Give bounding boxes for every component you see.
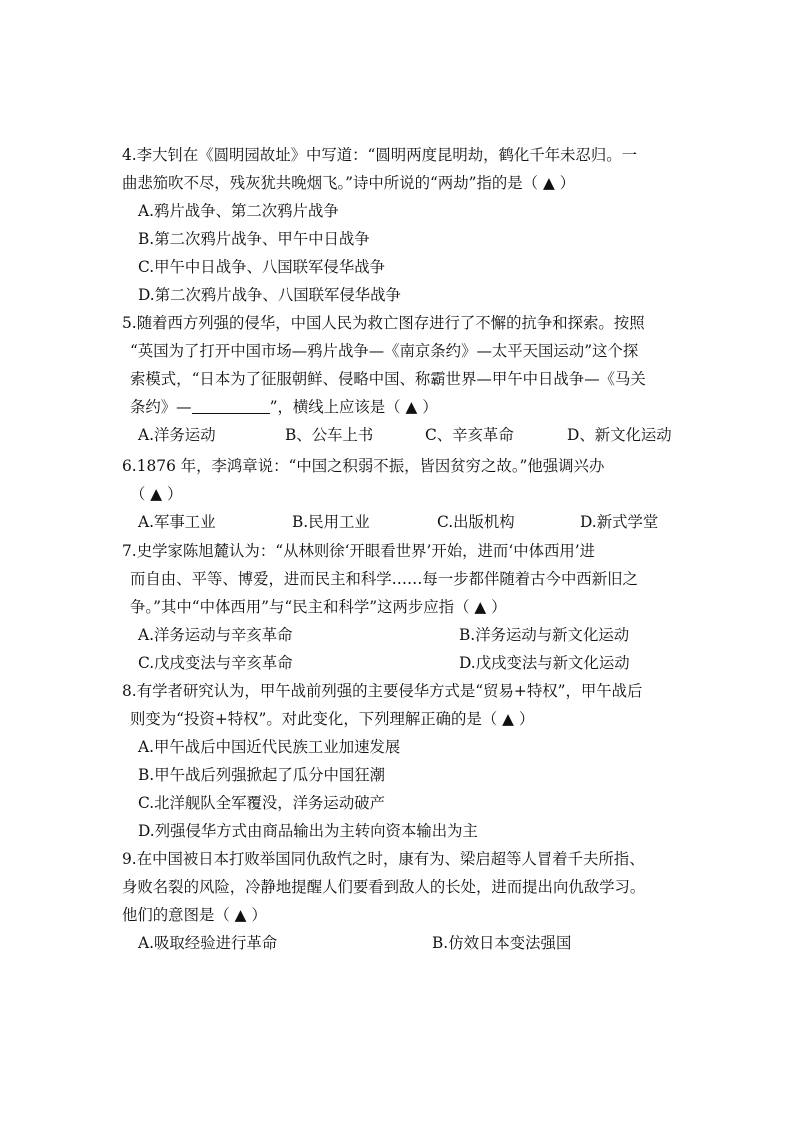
question-8-stem-line-1: 8.有学者研究认为，甲午战前列强的主要侵华方式是“贸易+特权”，甲午战后: [122, 682, 643, 700]
question-5-stem-line-3: 索模式，“日本为了征服朝鲜、侵略中国、称霸世界—甲午中日战争—《马关: [130, 370, 646, 388]
question-4-stem-line-2: 曲悲笳吹不尽，残灰犹共晚烟飞。”诗中所说的“两劫”指的是（ ▲ ）: [122, 174, 576, 192]
question-7-option-c: C.戊戌变法与辛亥革命: [138, 654, 293, 672]
question-number: 7.: [122, 542, 137, 560]
question-8-option-b: B.甲午战后列强掀起了瓜分中国狂潮: [138, 766, 386, 784]
question-6-option-b: B.民用工业: [292, 513, 370, 531]
question-9-option-b: B.仿效日本变法强国: [432, 934, 572, 952]
question-4-option-b: B.第二次鸦片战争、甲午中日战争: [138, 230, 370, 248]
question-4-option-d: D.第二次鸦片战争、八国联军侵华战争: [138, 286, 401, 304]
question-8-stem-line-2: 则变为“投资+特权”。对此变化，下列理解正确的是（ ▲ ）: [130, 710, 535, 728]
question-7-option-a: A.洋务运动与辛亥革命: [138, 626, 293, 644]
question-number: 8.: [122, 682, 137, 700]
question-5-option-b: B、公车上书: [285, 426, 374, 444]
question-8-option-a: A.甲午战后中国近代民族工业加速发展: [138, 738, 401, 756]
question-6-option-a: A.军事工业: [138, 513, 216, 531]
question-9-stem-line-3: 他们的意图是（ ▲ ）: [122, 906, 267, 924]
question-9-stem-line-2: 身败名裂的风险，冷静地提醒人们要看到敌人的长处，进而提出向仇敌学习。: [122, 878, 646, 896]
question-6-option-d: D.新式学堂: [580, 513, 659, 531]
question-number: 9.: [122, 850, 137, 868]
question-7-stem-line-1: 7.史学家陈旭麓认为：“从林则徐‘开眼看世界’开始，进而‘中体西用’进: [122, 542, 596, 560]
question-9-option-a: A.吸取经验进行革命: [138, 934, 278, 952]
question-number: 6.: [122, 457, 137, 475]
question-4-option-c: C.甲午中日战争、八国联军侵华战争: [138, 258, 385, 276]
question-5-option-c: C、辛亥革命: [425, 426, 514, 444]
question-4-option-a: A.鸦片战争、第二次鸦片战争: [138, 202, 339, 220]
question-5-option-d: D、新文化运动: [567, 426, 672, 444]
question-7-stem-line-2: 而自由、平等、博爱，进而民主和科学……每一步都伴随着古今中西新旧之: [130, 570, 638, 588]
question-9-stem-line-1: 9.在中国被日本打败举国同仇敌忾之时，康有为、梁启超等人冒着千夫所指、: [122, 850, 645, 868]
question-5-option-a: A.洋务运动: [138, 426, 216, 444]
fill-in-blank: [192, 395, 270, 414]
question-7-option-d: D.戊戌变法与新文化运动: [459, 654, 630, 672]
question-7-stem-line-3: 争。”其中“中体西用”与“民主和科学”这两步应指（ ▲ ）: [130, 598, 507, 616]
question-5-stem-line-1: 5.随着西方列强的侵华，中国人民为救亡图存进行了不懈的抗争和探索。按照: [122, 314, 645, 332]
question-number: 5.: [122, 314, 137, 332]
question-number: 4.: [122, 146, 137, 164]
question-5-stem-line-2: “英国为了打开中国市场—鸦片战争—《南京条约》—太平天国运动”这个探: [130, 342, 639, 360]
question-6-stem-line-2: （ ▲ ）: [130, 485, 183, 503]
question-8-option-c: C.北洋舰队全军覆没，洋务运动破产: [138, 794, 385, 812]
question-6-option-c: C.出版机构: [437, 513, 515, 531]
question-8-option-d: D.列强侵华方式由商品输出为主转向资本输出为主: [138, 822, 478, 840]
question-5-stem-line-4: 条约》— ”，横线上应该是（ ▲ ）: [130, 393, 438, 421]
question-4-stem-line-1: 4.李大钊在《圆明园故址》中写道：“圆明两度昆明劫，鹤化千年未忍归。一: [122, 146, 638, 164]
question-6-stem-line-1: 6.1876 年，李鸿章说：“中国之积弱不振，皆因贫穷之故。”他强调兴办: [122, 457, 605, 475]
question-7-option-b: B.洋务运动与新文化运动: [459, 626, 630, 644]
